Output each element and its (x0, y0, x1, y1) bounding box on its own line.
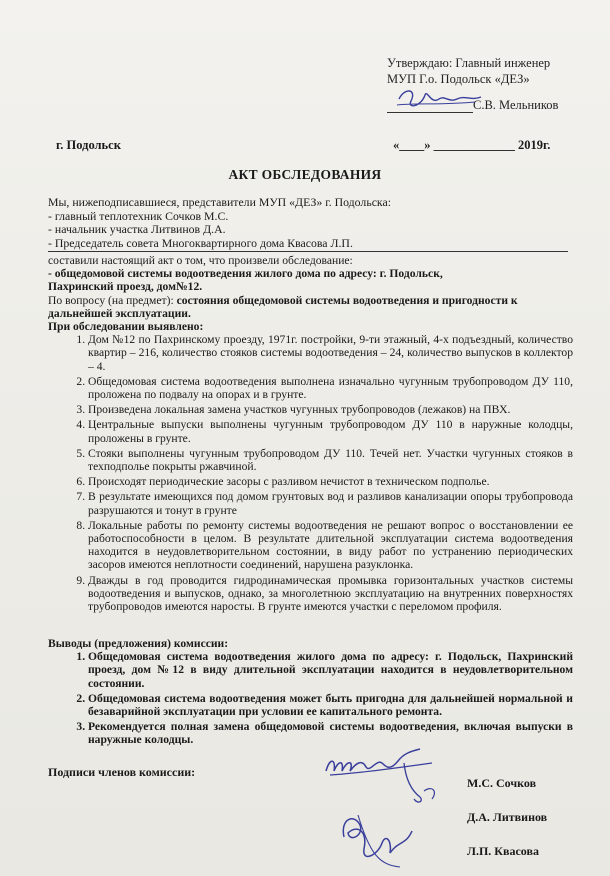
conclusions-label: Выводы (предложения) комиссии: (48, 637, 229, 650)
approval-line-1: Утверждаю: Главный инженер (387, 56, 551, 70)
conclusions-block (48, 637, 573, 749)
inspection-body (48, 254, 573, 615)
signer-name: Л.П. Квасова (467, 844, 539, 858)
approval-signer-name: С.В. Мельников (473, 98, 559, 112)
findings-list (48, 333, 573, 613)
list-item: 5. Стояки выполнены чугунным трубопроводом ДУ 110. Течей нет. Участки чугунных стояков в техподполье покрыты ржавчиной. (88, 447, 573, 473)
question-label: По вопросу (на предмет): (48, 293, 177, 307)
question-paragraph (48, 294, 573, 320)
intro-block (48, 196, 568, 250)
question-text: состояния общедомовой системы водоотведения и пригодности к дальнейшей эксплуатации. (48, 293, 518, 320)
object-line-1: - общедомовой системы водоотведения жилого дома по адресу: г. Подольск, (48, 267, 443, 281)
list-item: 2. Общедомовая система водоотведения может быть пригодна для дальнейшей нормальной и безаварийной эксплуатации при условии ее капитального ремонта. (88, 692, 573, 718)
list-item: 1. Дом №12 по Пахринскому проезду, 1971г. постройки, 9-ти этажный, 4-х подъездный, количество квартир – 216, количество стояков системы водоотведения – 24, количество выпусков в коллектор – 4. (88, 333, 573, 373)
document-date: «____» _____________ 2019г. (393, 138, 551, 152)
intro-member: - главный теплотехник Сочков М.С. (48, 208, 229, 223)
composed-line: составили настоящий акт о том, что произвели обследование: (48, 254, 353, 267)
signatures-names (467, 766, 547, 868)
findings-label: При обследовании выявлено: (48, 320, 204, 334)
signer-name: Д.А. Литвинов (467, 810, 548, 824)
document-city: г. Подольск (56, 138, 121, 152)
list-item: 6. Происходят периодические засоры с разливом нечистот в техническом подполье. (88, 475, 573, 488)
signatures-label: Подписи членов комиссии: (48, 765, 196, 779)
handwritten-signatures-icon (320, 745, 460, 871)
list-item: 1. Общедомовая система водоотведения жилого дома по адресу: г. Подольск, Пахринский проезд, дом №12 в виду длительной эксплуатации находится в неудовлетворительном состоянии. (88, 650, 573, 690)
approval-signature-scribble-icon (395, 85, 485, 113)
list-item: 7. В результате имеющихся под домом грунтовых вод и разливов канализации опоры трубопровода разрушаются и тонут в грунте (88, 490, 573, 516)
list-item: 3. Рекомендуется полная замена общедомовой системы водоотведения, включая выпуски в наружные колодцы. (88, 720, 573, 746)
list-item: 8. Локальные работы по ремонту системы водоотведения не решают вопрос о восстановлении ее работоспособности в целом. В результате длительной эксплуатации система водоотведения находится в неудовлетворительном состоянии, в виду работ по устранению периодических засоров имеются неплотности соединений, нарушена разуклонка. (88, 519, 573, 572)
intro-member: - начальник участка Литвинов Д.А. (48, 222, 226, 236)
approval-line-2: МУП Г.о. Подольск «ДЕЗ» (387, 72, 530, 86)
approval-block (387, 55, 550, 87)
document-title: АКТ ОБСЛЕДОВАНИЯ (228, 167, 382, 182)
intro-member: - Председатель совета Многоквартирного дома Квасова Л.П. (48, 235, 353, 250)
object-line-2: Пахринский проезд, дом№12. (48, 280, 203, 294)
divider (48, 251, 568, 252)
list-item: 4. Центральные выпуски выполнены чугунным трубопроводом ДУ 110 в наружные колодцы, проложены в грунте. (88, 418, 573, 444)
intro-lead: Мы, нижеподписавшиеся, представители МУП «ДЕЗ» г. Подольска: (48, 195, 391, 209)
list-item: 2. Общедомовая система водоотведения выполнена изначально чугунным трубопроводом ДУ 110, проложена по подвалу на опорах и в грунте. (88, 375, 573, 401)
conclusions-list (48, 650, 573, 746)
list-item: 3. Произведена локальная замена участков чугунных трубопроводов (лежаков) на ПВХ. (88, 403, 573, 416)
signer-name: М.С. Сочков (467, 776, 537, 790)
list-item: 9. Дважды в год проводится гидродинамическая промывка горизонтальных участков системы водоотведения и выпусков, однако, за многолетнюю эксплуатацию на внутренних поверхностях трубопроводов имеются наросты. В грунте имеются участки с переломом профиля. (88, 574, 573, 614)
